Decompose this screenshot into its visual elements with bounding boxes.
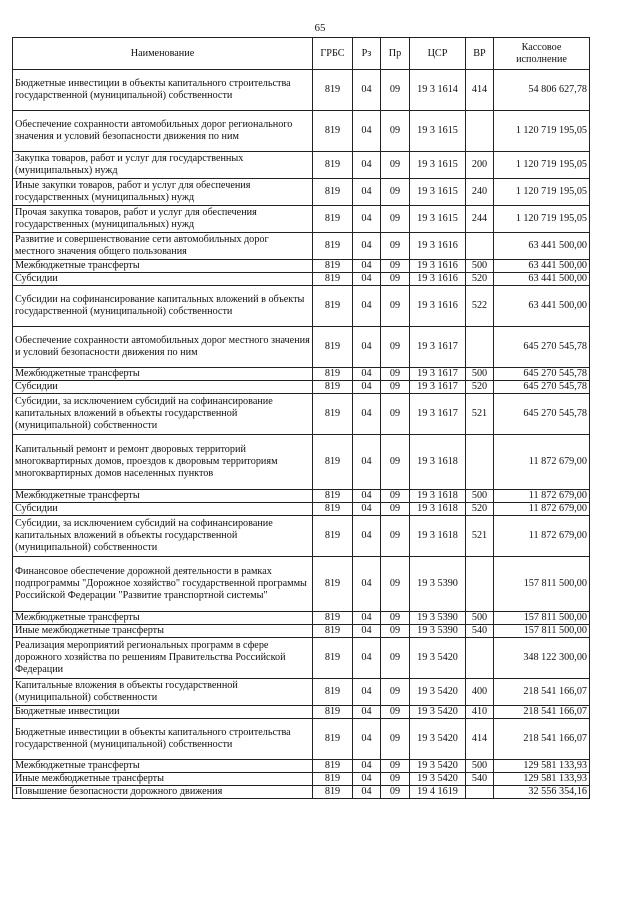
cell-grbs: 819 [313,286,353,327]
cell-rz: 04 [353,435,381,490]
cell-amount: 157 811 500,00 [494,557,590,612]
cell-rz: 04 [353,490,381,503]
cell-name: Субсидии [13,503,313,516]
cell-vr: 520 [466,273,494,286]
cell-pr: 09 [381,394,410,435]
cell-amount: 218 541 166,07 [494,706,590,719]
cell-csr: 19 3 5420 [410,706,466,719]
page-number: 65 [314,22,326,34]
cell-pr: 09 [381,490,410,503]
cell-rz: 04 [353,152,381,179]
cell-amount: 63 441 500,00 [494,260,590,273]
cell-amount: 645 270 545,78 [494,368,590,381]
cell-vr [466,111,494,152]
cell-csr: 19 3 1617 [410,327,466,368]
cell-vr: 500 [466,260,494,273]
cell-grbs: 819 [313,679,353,706]
table-row [13,394,590,435]
table-row [13,111,590,152]
cell-grbs: 819 [313,233,353,260]
cell-rz: 04 [353,381,381,394]
cell-amount: 1 120 719 195,05 [494,111,590,152]
table-row [13,760,590,773]
cell-grbs: 819 [313,327,353,368]
cell-grbs: 819 [313,490,353,503]
cell-name: Обеспечение сохранности автомобильных дорог регионального значения и условий безопасности движения по ним [13,111,313,152]
cell-vr [466,327,494,368]
cell-grbs: 819 [313,557,353,612]
budget-table [12,37,590,799]
table-row [13,273,590,286]
cell-amount: 11 872 679,00 [494,516,590,557]
cell-grbs: 819 [313,111,353,152]
cell-grbs: 819 [313,760,353,773]
cell-csr: 19 3 5420 [410,638,466,679]
table-row [13,260,590,273]
cell-csr: 19 3 1616 [410,233,466,260]
table-row [13,381,590,394]
cell-rz: 04 [353,206,381,233]
cell-rz: 04 [353,625,381,638]
cell-vr [466,435,494,490]
cell-grbs: 819 [313,516,353,557]
column-header-name: Наименование [13,38,313,70]
cell-csr: 19 3 1618 [410,503,466,516]
cell-pr: 09 [381,368,410,381]
cell-amount: 1 120 719 195,05 [494,179,590,206]
cell-rz: 04 [353,612,381,625]
cell-pr: 09 [381,152,410,179]
cell-amount: 63 441 500,00 [494,273,590,286]
cell-pr: 09 [381,111,410,152]
cell-vr: 540 [466,625,494,638]
cell-amount: 157 811 500,00 [494,625,590,638]
cell-rz: 04 [353,786,381,799]
cell-pr: 09 [381,286,410,327]
cell-name: Иные межбюджетные трансферты [13,625,313,638]
table-row [13,233,590,260]
cell-vr: 500 [466,490,494,503]
cell-csr: 19 3 1616 [410,260,466,273]
cell-name: Субсидии, за исключением субсидий на софинансирование капитальных вложений в объекты государственной (муниципальной) собственности [13,394,313,435]
cell-amount: 1 120 719 195,05 [494,206,590,233]
cell-pr: 09 [381,557,410,612]
cell-grbs: 819 [313,638,353,679]
cell-name: Реализация мероприятий региональных программ в сфере дорожного хозяйства по решениям Правительства Российской Федерации [13,638,313,679]
table-row [13,490,590,503]
cell-name: Бюджетные инвестиции в объекты капитального строительства государственной (муниципальной) собственности [13,719,313,760]
cell-pr: 09 [381,435,410,490]
cell-amount: 645 270 545,78 [494,381,590,394]
cell-rz: 04 [353,233,381,260]
cell-amount: 11 872 679,00 [494,435,590,490]
cell-name: Субсидии [13,273,313,286]
cell-amount: 11 872 679,00 [494,490,590,503]
cell-name: Иные закупки товаров, работ и услуг для обеспечения государственных (муниципальных) нужд [13,179,313,206]
cell-rz: 04 [353,503,381,516]
cell-pr: 09 [381,327,410,368]
table-row [13,786,590,799]
cell-grbs: 819 [313,503,353,516]
cell-grbs: 819 [313,179,353,206]
cell-amount: 645 270 545,78 [494,327,590,368]
cell-grbs: 819 [313,70,353,111]
cell-csr: 19 3 1617 [410,368,466,381]
cell-name: Прочая закупка товаров, работ и услуг для обеспечения государственных (муниципальных) нужд [13,206,313,233]
cell-rz: 04 [353,179,381,206]
cell-csr: 19 3 1617 [410,381,466,394]
column-header-pr: Пр [381,38,410,70]
table-row [13,557,590,612]
cell-csr: 19 3 5420 [410,719,466,760]
cell-rz: 04 [353,111,381,152]
cell-csr: 19 3 5390 [410,612,466,625]
cell-amount: 32 556 354,16 [494,786,590,799]
cell-rz: 04 [353,516,381,557]
table-header-row [13,38,590,70]
table-row [13,516,590,557]
table-row [13,625,590,638]
cell-name: Бюджетные инвестиции в объекты капитального строительства государственной (муниципальной) собственности [13,70,313,111]
cell-amount: 218 541 166,07 [494,679,590,706]
cell-pr: 09 [381,786,410,799]
cell-rz: 04 [353,706,381,719]
table-row [13,773,590,786]
cell-vr: 520 [466,503,494,516]
cell-vr: 240 [466,179,494,206]
cell-vr: 521 [466,394,494,435]
cell-grbs: 819 [313,152,353,179]
cell-rz: 04 [353,260,381,273]
cell-name: Развитие и совершенствование сети автомобильных дорог местного значения общего пользования [13,233,313,260]
cell-amount: 11 872 679,00 [494,503,590,516]
cell-vr: 244 [466,206,494,233]
cell-pr: 09 [381,233,410,260]
cell-pr: 09 [381,612,410,625]
cell-vr: 414 [466,719,494,760]
cell-amount: 645 270 545,78 [494,394,590,435]
cell-name: Субсидии [13,381,313,394]
cell-amount: 129 581 133,93 [494,760,590,773]
cell-rz: 04 [353,557,381,612]
cell-grbs: 819 [313,706,353,719]
cell-vr: 522 [466,286,494,327]
cell-pr: 09 [381,260,410,273]
cell-name: Субсидии на софинансирование капитальных вложений в объекты государственной (муниципальной) собственности [13,286,313,327]
cell-vr: 410 [466,706,494,719]
cell-vr [466,557,494,612]
cell-rz: 04 [353,273,381,286]
cell-pr: 09 [381,679,410,706]
cell-csr: 19 3 1615 [410,111,466,152]
column-header-vr: ВР [466,38,494,70]
cell-name: Бюджетные инвестиции [13,706,313,719]
cell-amount: 348 122 300,00 [494,638,590,679]
cell-name: Межбюджетные трансферты [13,260,313,273]
cell-grbs: 819 [313,612,353,625]
cell-rz: 04 [353,327,381,368]
column-header-amount: Кассовое исполнение [494,38,590,70]
cell-vr [466,638,494,679]
cell-vr: 520 [466,381,494,394]
cell-rz: 04 [353,679,381,706]
cell-grbs: 819 [313,260,353,273]
cell-pr: 09 [381,625,410,638]
cell-amount: 63 441 500,00 [494,233,590,260]
cell-name: Межбюджетные трансферты [13,368,313,381]
cell-name: Межбюджетные трансферты [13,490,313,503]
cell-amount: 218 541 166,07 [494,719,590,760]
cell-amount: 54 806 627,78 [494,70,590,111]
cell-pr: 09 [381,179,410,206]
cell-name: Финансовое обеспечение дорожной деятельности в рамках подпрограммы "Дорожное хозяйство" государственной программы Российской Федерации "Развитие транспортной системы" [13,557,313,612]
table-row [13,503,590,516]
cell-csr: 19 3 1615 [410,206,466,233]
cell-pr: 09 [381,503,410,516]
cell-csr: 19 3 1616 [410,273,466,286]
column-header-rz: Рз [353,38,381,70]
table-row [13,368,590,381]
cell-amount: 63 441 500,00 [494,286,590,327]
table-row [13,706,590,719]
cell-amount: 157 811 500,00 [494,612,590,625]
cell-amount: 129 581 133,93 [494,773,590,786]
cell-rz: 04 [353,638,381,679]
cell-grbs: 819 [313,435,353,490]
column-header-csr: ЦСР [410,38,466,70]
cell-vr: 540 [466,773,494,786]
cell-pr: 09 [381,516,410,557]
cell-csr: 19 3 1615 [410,152,466,179]
cell-grbs: 819 [313,719,353,760]
cell-csr: 19 3 5390 [410,557,466,612]
cell-grbs: 819 [313,273,353,286]
table-row [13,70,590,111]
table-row [13,179,590,206]
table-row [13,679,590,706]
cell-grbs: 819 [313,394,353,435]
cell-csr: 19 4 1619 [410,786,466,799]
cell-grbs: 819 [313,206,353,233]
cell-vr: 200 [466,152,494,179]
table-row [13,286,590,327]
cell-pr: 09 [381,706,410,719]
cell-rz: 04 [353,773,381,786]
cell-csr: 19 3 1614 [410,70,466,111]
cell-grbs: 819 [313,773,353,786]
cell-pr: 09 [381,70,410,111]
table-row [13,719,590,760]
cell-pr: 09 [381,381,410,394]
table-row [13,612,590,625]
cell-name: Иные межбюджетные трансферты [13,773,313,786]
cell-csr: 19 3 1617 [410,394,466,435]
cell-rz: 04 [353,286,381,327]
cell-csr: 19 3 1618 [410,490,466,503]
cell-rz: 04 [353,719,381,760]
cell-rz: 04 [353,70,381,111]
cell-grbs: 819 [313,625,353,638]
cell-csr: 19 3 5420 [410,679,466,706]
cell-name: Межбюджетные трансферты [13,612,313,625]
cell-vr: 414 [466,70,494,111]
cell-pr: 09 [381,760,410,773]
cell-vr: 400 [466,679,494,706]
cell-pr: 09 [381,206,410,233]
cell-csr: 19 3 5420 [410,760,466,773]
cell-rz: 04 [353,394,381,435]
cell-vr: 500 [466,760,494,773]
cell-pr: 09 [381,638,410,679]
table-row [13,638,590,679]
cell-csr: 19 3 1618 [410,435,466,490]
column-header-grbs: ГРБС [313,38,353,70]
cell-grbs: 819 [313,786,353,799]
cell-csr: 19 3 1616 [410,286,466,327]
cell-name: Капитальный ремонт и ремонт дворовых территорий многоквартирных домов, проездов к дворовым территориям многоквартирных домов населенных пунктов [13,435,313,490]
cell-name: Обеспечение сохранности автомобильных дорог местного значения и условий безопасности движения по ним [13,327,313,368]
cell-amount: 1 120 719 195,05 [494,152,590,179]
cell-csr: 19 3 5390 [410,625,466,638]
cell-name: Межбюджетные трансферты [13,760,313,773]
table-body [13,70,590,799]
cell-csr: 19 3 1618 [410,516,466,557]
cell-vr [466,233,494,260]
table-row [13,206,590,233]
cell-grbs: 819 [313,368,353,381]
cell-vr: 521 [466,516,494,557]
cell-csr: 19 3 5420 [410,773,466,786]
table-row [13,435,590,490]
table-row [13,152,590,179]
cell-pr: 09 [381,773,410,786]
cell-name: Капитальные вложения в объекты государственной (муниципальной) собственности [13,679,313,706]
cell-rz: 04 [353,368,381,381]
table-row [13,327,590,368]
cell-rz: 04 [353,760,381,773]
cell-vr: 500 [466,368,494,381]
cell-name: Повышение безопасности дорожного движения [13,786,313,799]
cell-vr [466,786,494,799]
cell-pr: 09 [381,273,410,286]
cell-name: Субсидии, за исключением субсидий на софинансирование капитальных вложений в объекты государственной (муниципальной) собственности [13,516,313,557]
cell-name: Закупка товаров, работ и услуг для государственных (муниципальных) нужд [13,152,313,179]
cell-pr: 09 [381,719,410,760]
cell-vr: 500 [466,612,494,625]
cell-csr: 19 3 1615 [410,179,466,206]
cell-grbs: 819 [313,381,353,394]
